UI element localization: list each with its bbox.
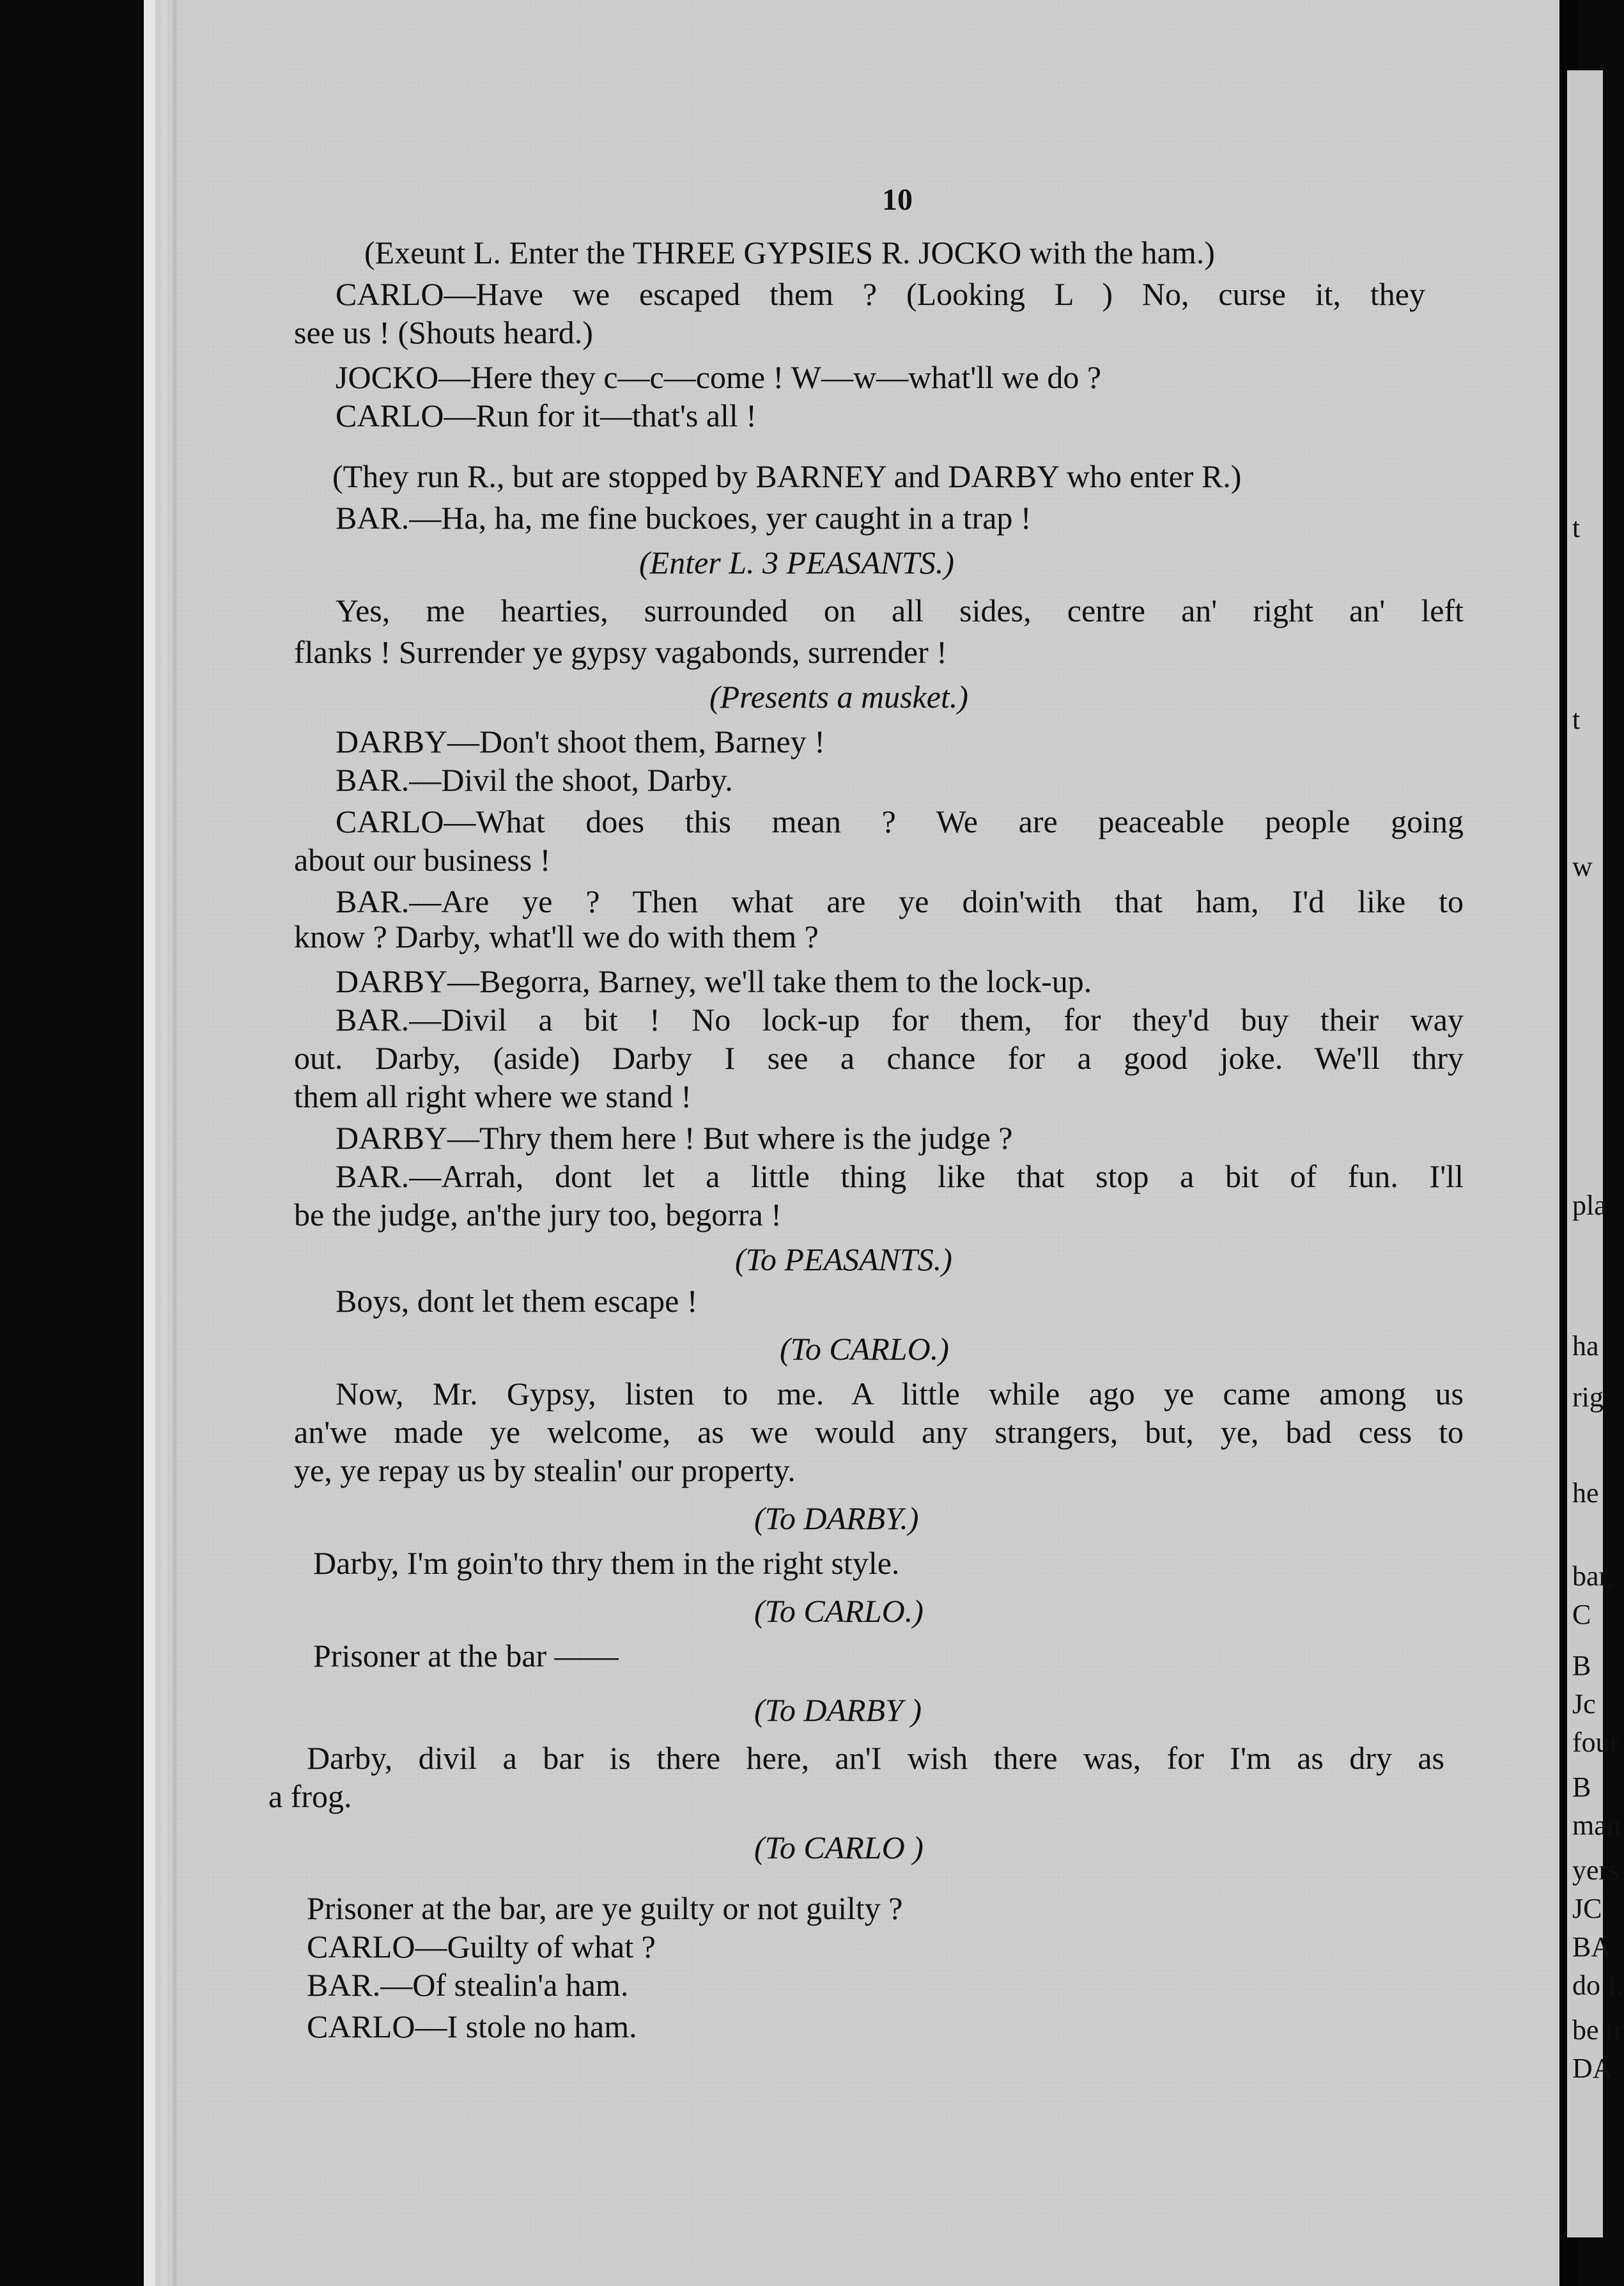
text-line: Darby, divil a bar is there here, an'I wish there was, for I'm as dry as: [307, 1740, 1444, 1776]
page-edge-strip: [173, 0, 176, 2286]
adjacent-page-fragment: four: [1572, 1727, 1620, 1758]
text-line: BAR.—Divil the shoot, Darby.: [336, 762, 733, 798]
adjacent-page-fragment: yers: [1572, 1854, 1620, 1886]
adjacent-page-fragment: t: [1572, 512, 1581, 543]
adjacent-page-fragment: do I.: [1572, 1970, 1624, 2001]
adjacent-page-fragment: ha: [1572, 1330, 1599, 1362]
text-line: (To DARBY ): [754, 1692, 922, 1728]
adjacent-page-edge: [1567, 70, 1624, 2237]
text-line: (Enter L. 3 PEASANTS.): [639, 545, 955, 580]
text-line: BAR.—Of stealin'a ham.: [307, 1967, 629, 2003]
text-line: Prisoner at the bar ——: [313, 1638, 619, 1674]
text-line: BAR.—Ha, ha, me fine buckoes, yer caught in a trap !: [336, 500, 1032, 536]
text-line: Darby, I'm goin'to thry them in the right style.: [313, 1545, 900, 1581]
page-number: 10: [882, 183, 913, 217]
adjacent-page-fragment: pla: [1572, 1190, 1607, 1221]
text-line: flanks ! Surrender ye gypsy vagabonds, surrender !: [294, 634, 947, 670]
adjacent-page-fragment: Jc: [1572, 1688, 1596, 1720]
adjacent-page-fragment: C: [1572, 1599, 1591, 1630]
text-line: (To CARLO.): [754, 1593, 924, 1629]
text-line: CARLO—I stole no ham.: [307, 2009, 637, 2044]
text-line: ye, ye repay us by stealin' our property.: [294, 1452, 796, 1488]
scanned-page: [144, 0, 1566, 2286]
text-line: (To DARBY.): [754, 1500, 919, 1536]
adjacent-page-fragment: bar,: [1572, 1560, 1614, 1592]
adjacent-page-fragment: BA: [1572, 1931, 1612, 1963]
text-line: BAR.—Are ye ? Then what are ye doin'with that ham, I'd like to: [336, 883, 1464, 919]
text-line: Yes, me hearties, surrounded on all sides, centre an' right an' left: [336, 593, 1464, 628]
text-line: Prisoner at the bar, are ye guilty or not guilty ?: [307, 1890, 903, 1926]
text-line: (Presents a musket.): [709, 679, 968, 715]
text-line: CARLO—Have we escaped them ? (Looking L ) No, curse it, they: [336, 276, 1425, 312]
adjacent-page-fragment: t: [1572, 704, 1581, 735]
page-edge-strip: [144, 0, 155, 2286]
text-line: an'we made ye welcome, as we would any strangers, but, ye, bad cess to: [294, 1414, 1464, 1450]
text-line: Now, Mr. Gypsy, listen to me. A little while ago ye came among us: [336, 1376, 1464, 1411]
text-line: a frog.: [268, 1778, 352, 1814]
text-line: CARLO—Run for it—that's all !: [336, 398, 757, 433]
text-line: know ? Darby, what'll we do with them ?: [294, 919, 819, 954]
text-line: BAR.—Arrah, dont let a little thing like that stop a bit of fun. I'll: [336, 1158, 1464, 1194]
text-line: (To CARLO ): [754, 1830, 924, 1865]
adjacent-page-fragment: w: [1572, 851, 1593, 882]
adjacent-page-fragment: be tr: [1572, 2014, 1623, 2046]
adjacent-page-fragment: man: [1572, 1810, 1621, 1841]
text-line: CARLO—Guilty of what ?: [307, 1929, 656, 1964]
adjacent-page-fragment: JC: [1572, 1893, 1602, 1924]
text-line: be the judge, an'the jury too, begorra !: [294, 1197, 782, 1232]
adjacent-page-fragment: DA: [1572, 2053, 1613, 2084]
text-line: DARBY—Begorra, Barney, we'll take them to the lock-up.: [336, 963, 1092, 999]
text-line: DARBY—Thry them here ! But where is the judge ?: [336, 1120, 1013, 1156]
text-line: DARBY—Don't shoot them, Barney !: [336, 724, 825, 759]
adjacent-page-fragment: he: [1572, 1477, 1599, 1509]
adjacent-page-fragment: B: [1572, 1771, 1591, 1803]
text-line: JOCKO—Here they c—c—come ! W—w—what'll we do ?: [336, 359, 1102, 395]
text-line: (They run R., but are stopped by BARNEY and DARBY who enter R.): [332, 458, 1242, 494]
text-line: (To PEASANTS.): [735, 1241, 952, 1277]
text-line: about our business !: [294, 842, 551, 878]
text-line: them all right where we stand !: [294, 1078, 692, 1114]
page-text: [144, 0, 1566, 2286]
text-line: BAR.—Divil a bit ! No lock-up for them, for they'd buy their way: [336, 1002, 1464, 1038]
text-line: (Exeunt L. Enter the THREE GYPSIES R. JOCKO with the ham.): [364, 235, 1215, 270]
adjacent-page-fragment: rig: [1572, 1381, 1604, 1413]
text-line: (To CARLO.): [780, 1331, 949, 1367]
adjacent-page-fragment: B: [1572, 1650, 1591, 1681]
text-line: out. Darby, (aside) Darby I see a chance for a good joke. We'll thry: [294, 1040, 1464, 1076]
page-edge-strip: [161, 0, 167, 2286]
text-line: Boys, dont let them escape !: [336, 1283, 698, 1319]
text-line: CARLO—What does this mean ? We are peaceable people going: [336, 804, 1464, 839]
text-line: see us ! (Shouts heard.): [294, 315, 593, 350]
